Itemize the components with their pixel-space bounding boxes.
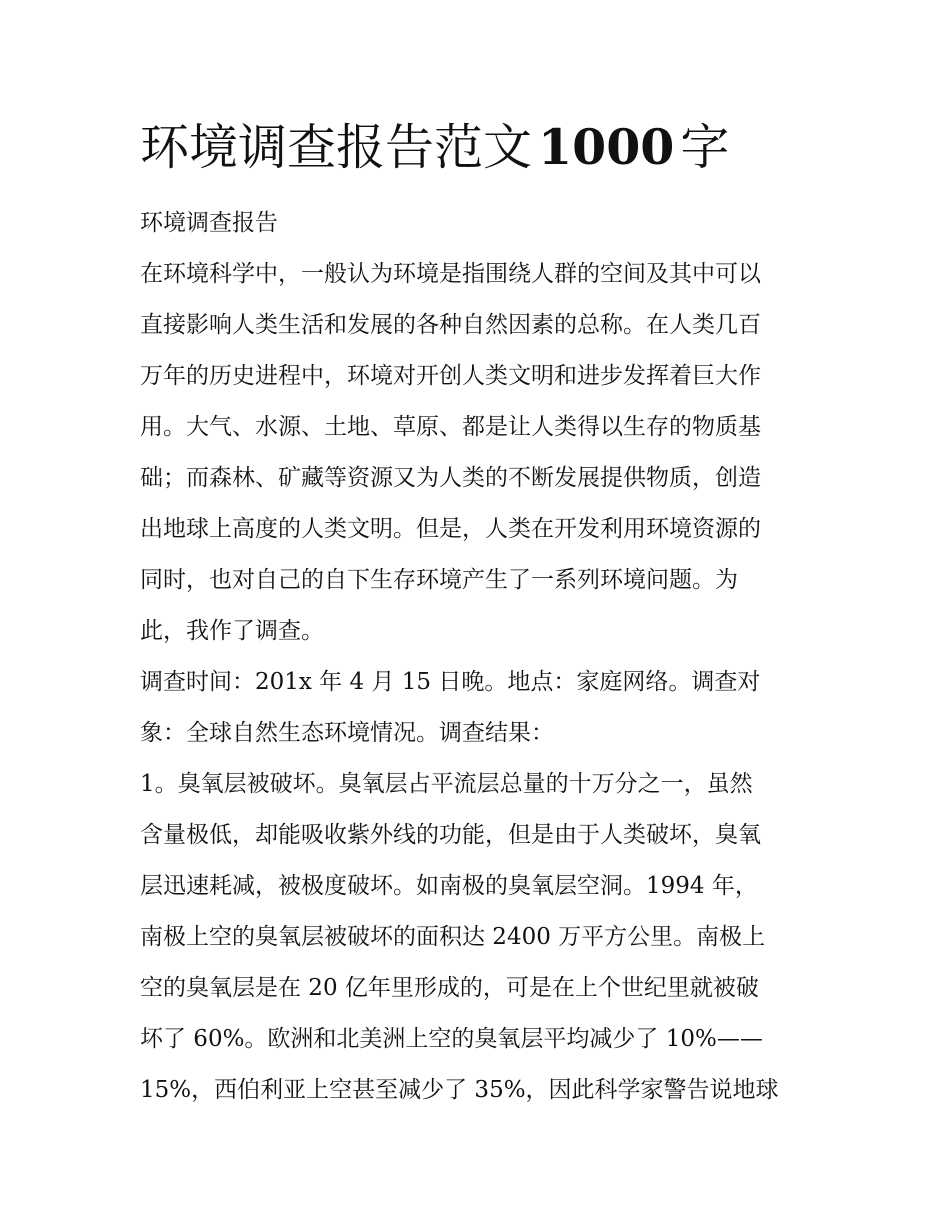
body-line: 用。大气、水源、土地、草原、都是让人类得以生存的物质基: [140, 414, 761, 440]
body-line: 同时，也对自己的自下生存环境产生了一系列环境问题。为: [140, 567, 738, 593]
body-line: 万年的历史进程中，环境对开创人类文明和进步发挥着巨大作: [140, 363, 761, 389]
body-line: 象：全球自然生态环境情况。调查结果：: [140, 720, 554, 746]
section-heading: 环境调查报告: [140, 210, 278, 236]
title-number: 1000: [538, 118, 675, 176]
body-line: 15%，西伯利亚上空甚至减少了 35%，因此科学家警告说地球: [140, 1077, 779, 1103]
title-suffix: 字: [680, 119, 730, 176]
body-line: 坏了 60%。欧洲和北美洲上空的臭氧层平均减少了 10%——: [140, 1026, 763, 1052]
body-line: 此，我作了调查。: [140, 618, 324, 644]
body-line: 南极上空的臭氧层被破坏的面积达 2400 万平方公里。南极上: [140, 924, 766, 950]
body-line: 出地球上高度的人类文明。但是，人类在开发利用环境资源的: [140, 516, 761, 542]
title-prefix: 环境调查报告范文: [140, 119, 533, 176]
body-line: 层迅速耗减，被极度破坏。如南极的臭氧层空洞。1994 年，: [140, 873, 758, 899]
body-line: 1。臭氧层被破坏。臭氧层占平流层总量的十万分之一，虽然: [140, 771, 753, 797]
body-line: 调查时间：201x 年 4 月 15 日晚。地点：家庭网络。调查对: [140, 669, 761, 695]
body-line: 含量极低，却能吸收紫外线的功能，但是由于人类破坏，臭氧: [140, 822, 761, 848]
document-body: [140, 198, 830, 1116]
body-line: 空的臭氧层是在 20 亿年里形成的，可是在上个世纪里就被破: [140, 975, 759, 1001]
body-line: 在环境科学中，一般认为环境是指围绕人群的空间及其中可以: [140, 261, 761, 287]
body-line: 础；而森林、矿藏等资源又为人类的不断发展提供物质，创造: [140, 465, 761, 491]
document-title: [140, 112, 729, 183]
body-line: 直接影响人类生活和发展的各种自然因素的总称。在人类几百: [140, 312, 761, 338]
